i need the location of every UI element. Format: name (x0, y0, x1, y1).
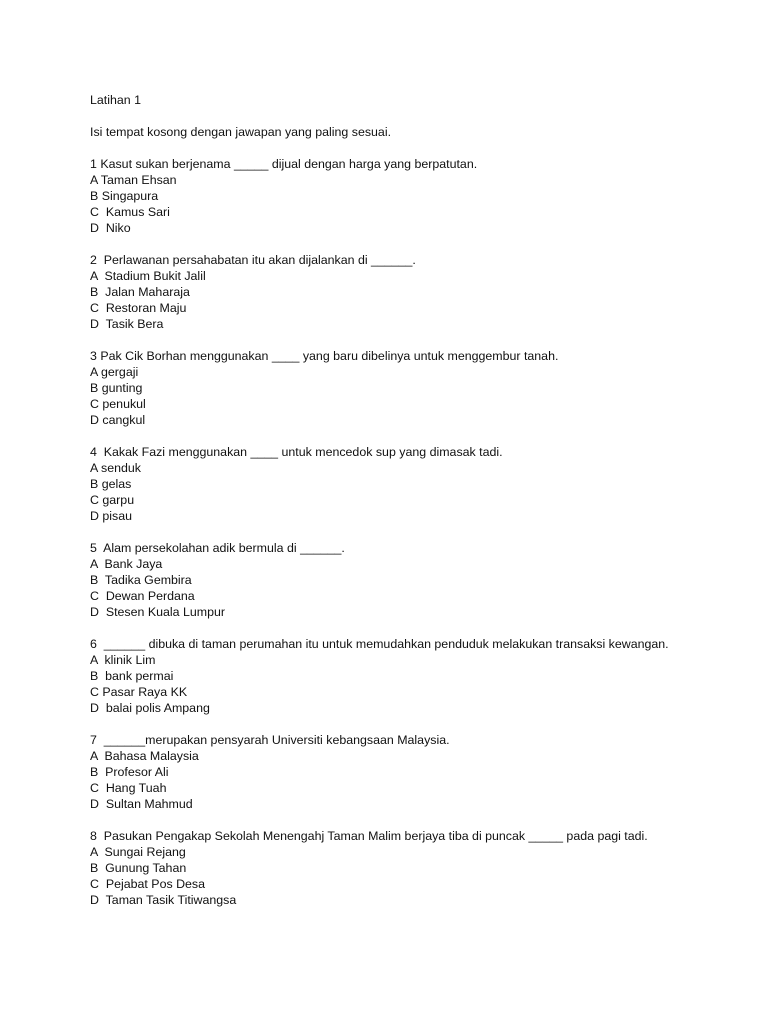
option-c: C Restoran Maju (90, 301, 187, 315)
option-a: A Taman Ehsan (90, 173, 177, 187)
question-6 (90, 636, 750, 716)
question-text: 1 Kasut sukan berjenama _____ dijual dengan harga yang berpatutan. (90, 157, 478, 171)
question-text: 5 Alam persekolahan adik bermula di ______. (90, 541, 345, 555)
option-b: B Profesor Ali (90, 765, 169, 779)
option-c: C penukul (90, 397, 146, 411)
option-d: D pisau (90, 509, 133, 523)
option-c: C Pejabat Pos Desa (90, 877, 206, 891)
instruction-text: Isi tempat kosong dengan jawapan yang paling sesuai. (90, 125, 392, 139)
option-b: B gelas (90, 477, 132, 491)
question-7 (90, 732, 750, 812)
option-d: D Sultan Mahmud (90, 797, 193, 811)
option-d: D Tasik Bera (90, 317, 164, 331)
option-b: B Jalan Maharaja (90, 285, 190, 299)
page-title: Latihan 1 (90, 93, 141, 107)
question-text: 7 ______merupakan pensyarah Universiti kebangsaan Malaysia. (90, 733, 450, 747)
option-a: A senduk (90, 461, 141, 475)
option-c: C Dewan Perdana (90, 589, 195, 603)
option-a: A Sungai Rejang (90, 845, 186, 859)
option-c: C Kamus Sari (90, 205, 170, 219)
option-b: B gunting (90, 381, 143, 395)
question-4 (90, 444, 750, 524)
document-page (90, 92, 750, 924)
option-c: C garpu (90, 493, 135, 507)
question-text: 2 Perlawanan persahabatan itu akan dijalankan di ______. (90, 253, 416, 267)
question-text: 8 Pasukan Pengakap Sekolah Menengahj Taman Malim berjaya tiba di puncak _____ pada pagi tadi. (90, 829, 648, 843)
option-a: A klinik Lim (90, 653, 156, 667)
option-d: D Niko (90, 221, 131, 235)
option-d: D cangkul (90, 413, 146, 427)
option-c: C Hang Tuah (90, 781, 167, 795)
option-a: A Bank Jaya (90, 557, 163, 571)
option-b: B Singapura (90, 189, 159, 203)
option-c: C Pasar Raya KK (90, 685, 188, 699)
question-1 (90, 156, 750, 236)
question-text: 3 Pak Cik Borhan menggunakan ____ yang baru dibelinya untuk menggembur tanah. (90, 349, 559, 363)
option-b: B bank permai (90, 669, 174, 683)
option-d: D Stesen Kuala Lumpur (90, 605, 225, 619)
option-a: A gergaji (90, 365, 139, 379)
option-b: B Tadika Gembira (90, 573, 192, 587)
option-d: D balai polis Ampang (90, 701, 210, 715)
option-b: B Gunung Tahan (90, 861, 187, 875)
question-2 (90, 252, 750, 332)
option-d: D Taman Tasik Titiwangsa (90, 893, 237, 907)
question-8 (90, 828, 750, 908)
option-a: A Stadium Bukit Jalil (90, 269, 206, 283)
option-a: A Bahasa Malaysia (90, 749, 199, 763)
question-text: 6 ______ dibuka di taman perumahan itu untuk memudahkan penduduk melakukan transaksi kewangan. (90, 637, 669, 651)
question-text: 4 Kakak Fazi menggunakan ____ untuk mencedok sup yang dimasak tadi. (90, 445, 503, 459)
question-5 (90, 540, 750, 620)
question-3 (90, 348, 750, 428)
